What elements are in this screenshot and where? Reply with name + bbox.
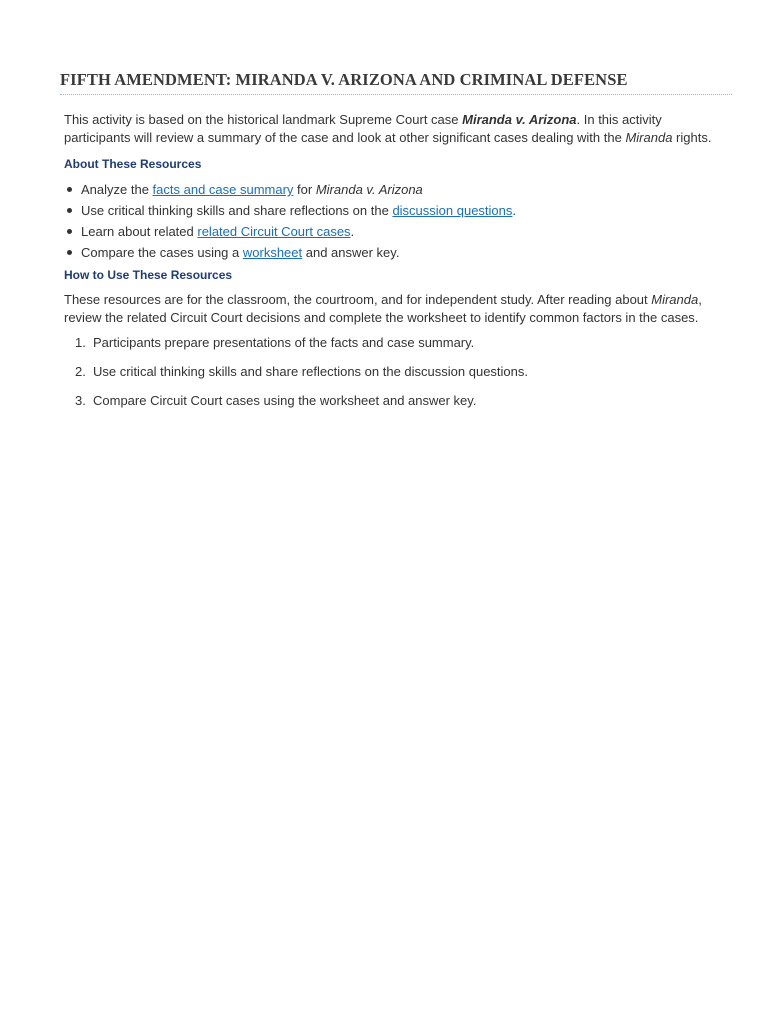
list-item-text: Use critical thinking skills and share reflections on the — [81, 203, 393, 218]
intro-text-2: . In this activity participants will review a summary of the case and look at other significant cases dealing with the — [64, 112, 662, 145]
how-text-2: , review the related Circuit Court decisions and complete the worksheet to identify common factors in the cases. — [64, 292, 702, 325]
list-item — [64, 334, 732, 352]
step-text: Use critical thinking skills and share reflections on the discussion questions. — [93, 364, 528, 379]
discussion-questions-link[interactable]: discussion questions — [392, 203, 513, 218]
list-item-text: Learn about related — [81, 224, 198, 239]
how-to-use-heading: How to Use These Resources — [64, 268, 233, 282]
list-item — [64, 363, 732, 381]
document-page — [60, 70, 732, 421]
step-number: 3. — [75, 393, 86, 408]
list-item — [64, 221, 732, 242]
resource-list — [64, 179, 732, 263]
case-name-bold: Miranda v. Arizona — [462, 112, 577, 127]
list-item — [64, 200, 732, 221]
case-name-italic: Miranda v. Arizona — [315, 182, 423, 197]
facts-and-case-summary-link[interactable]: facts and case summary — [152, 182, 294, 197]
list-item — [64, 179, 732, 200]
content-body — [60, 95, 732, 410]
worksheet-link[interactable]: worksheet — [242, 245, 303, 260]
list-item-text: . — [350, 224, 355, 239]
step-number: 2. — [75, 364, 86, 379]
page-title: FIFTH AMENDMENT: MIRANDA V. ARIZONA AND CRIMINAL DEFENSE — [60, 70, 732, 95]
step-text: Compare Circuit Court cases using the worksheet and answer key. — [93, 393, 477, 408]
bullet-icon — [67, 187, 72, 192]
how-text-1: These resources are for the classroom, the courtroom, and for independent study. After reading about — [64, 292, 652, 307]
list-item-text: Analyze the — [81, 182, 153, 197]
list-item-text: Compare the cases using a — [81, 245, 243, 260]
miranda-italic: Miranda — [625, 130, 673, 145]
related-circuit-court-cases-link[interactable]: related Circuit Court cases — [197, 224, 351, 239]
list-item-text: . — [512, 203, 517, 218]
steps-list — [64, 334, 732, 410]
list-item — [64, 392, 732, 410]
list-item-text: and answer key. — [302, 245, 400, 260]
bullet-icon — [67, 229, 72, 234]
list-item-text: for — [293, 182, 316, 197]
miranda-italic: Miranda — [651, 292, 699, 307]
intro-text-1: This activity is based on the historical landmark Supreme Court case — [64, 112, 463, 127]
intro-paragraph — [64, 111, 728, 147]
bullet-icon — [67, 250, 72, 255]
about-resources-heading: About These Resources — [64, 157, 202, 171]
intro-text-3: rights. — [672, 130, 712, 145]
list-item — [64, 242, 732, 263]
step-number: 1. — [75, 335, 86, 350]
how-to-use-paragraph — [64, 291, 728, 327]
bullet-icon — [67, 208, 72, 213]
step-text: Participants prepare presentations of the facts and case summary. — [93, 335, 475, 350]
